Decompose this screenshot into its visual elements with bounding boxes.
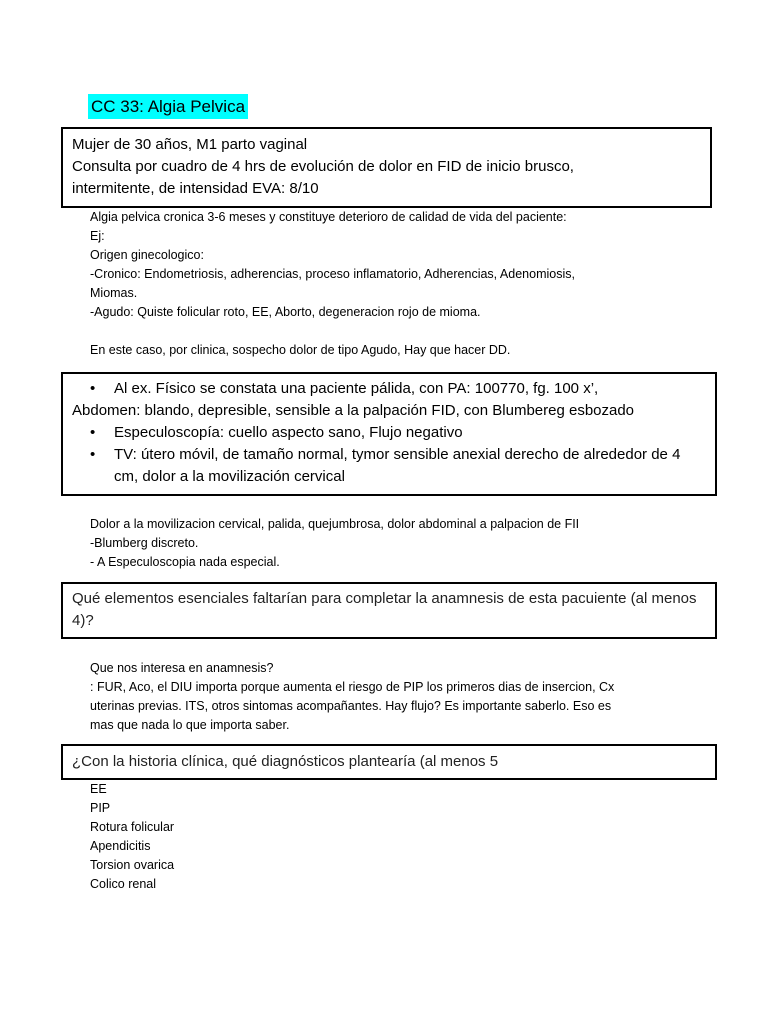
case-presentation-box xyxy=(61,127,712,208)
diagnosis-item: PIP xyxy=(90,801,111,815)
note-line: Miomas. xyxy=(90,286,138,300)
question-anamnesis-box xyxy=(61,582,717,639)
anamnesis-notes xyxy=(90,659,710,735)
exam-bullet xyxy=(72,444,706,488)
exam-bullet-text: Al ex. Físico se constata una paciente pálida, con PA: 100770, fg. 100 x’, xyxy=(114,380,599,397)
case-line: intermitente, de intensidad EVA: 8/10 xyxy=(72,180,319,197)
note-line: Dolor a la movilizacion cervical, palida, quejumbrosa, dolor abdominal a palpacion de FII xyxy=(90,517,580,531)
page-title: CC 33: Algia Pelvica xyxy=(88,94,248,119)
diagnosis-list xyxy=(90,780,710,894)
question-diagnosis-box xyxy=(61,744,717,780)
diagnosis-item: EE xyxy=(90,782,107,796)
bullet-icon: • xyxy=(90,424,96,441)
note-line: -Blumberg discreto. xyxy=(90,536,199,550)
diagnosis-item: Apendicitis xyxy=(90,839,151,853)
note-line: -Cronico: Endometriosis, adherencias, proceso inflamatorio, Adherencias, Adenomiosis, xyxy=(90,267,575,281)
exam-bullet-text: Especuloscopía: cuello aspecto sano, Flujo negativo xyxy=(114,424,463,441)
exam-bullet xyxy=(72,378,706,400)
physical-exam-box xyxy=(61,372,717,496)
note-line: Que nos interesa en anamnesis? xyxy=(90,661,274,675)
exam-bullet xyxy=(72,422,706,444)
note-line: Origen ginecologico: xyxy=(90,248,204,262)
diagnosis-item: Rotura folicular xyxy=(90,820,175,834)
note-line: mas que nada lo que importa saber. xyxy=(90,718,290,732)
question-text: Qué elementos esenciales faltarían para completar la anamnesis de esta pacuiente (al menos 4)? xyxy=(72,590,697,629)
chronic-pain-notes xyxy=(90,208,710,360)
bullet-icon: • xyxy=(90,446,96,463)
case-line: Consulta por cuadro de 4 hrs de evolución de dolor en FID de inicio brusco, xyxy=(72,158,574,175)
exam-notes xyxy=(90,515,710,572)
exam-abdomen-line: Abdomen: blando, depresible, sensible a la palpación FID, con Blumbereg esbozado xyxy=(72,402,635,419)
note-line: Algia pelvica cronica 3-6 meses y constituye deterioro de calidad de vida del paciente: xyxy=(90,210,567,224)
spacer xyxy=(90,322,710,341)
diagnosis-item: Colico renal xyxy=(90,877,157,891)
exam-bullet-text: TV: útero móvil, de tamaño normal, tymor sensible anexial derecho de alrededor de 4 cm, dolor a la movilización cervical xyxy=(114,446,681,485)
note-line: : FUR, Aco, el DIU importa porque aumenta el riesgo de PIP los primeros dias de insercion, Cx xyxy=(90,680,615,694)
note-line: -Agudo: Quiste folicular roto, EE, Aborto, degeneracion rojo de mioma. xyxy=(90,305,481,319)
note-line: - A Especuloscopia nada especial. xyxy=(90,555,280,569)
note-line: Ej: xyxy=(90,229,105,243)
question-text: ¿Con la historia clínica, qué diagnósticos plantearía (al menos 5 xyxy=(72,753,499,770)
case-line: Mujer de 30 años, M1 parto vaginal xyxy=(72,136,308,153)
bullet-icon: • xyxy=(90,380,96,397)
diagnosis-item: Torsion ovarica xyxy=(90,858,175,872)
note-conclusion: En este caso, por clinica, sospecho dolor de tipo Agudo, Hay que hacer DD. xyxy=(90,343,511,357)
note-line: uterinas previas. ITS, otros sintomas acompañantes. Hay flujo? Es importante saberlo. Eso es xyxy=(90,699,612,713)
